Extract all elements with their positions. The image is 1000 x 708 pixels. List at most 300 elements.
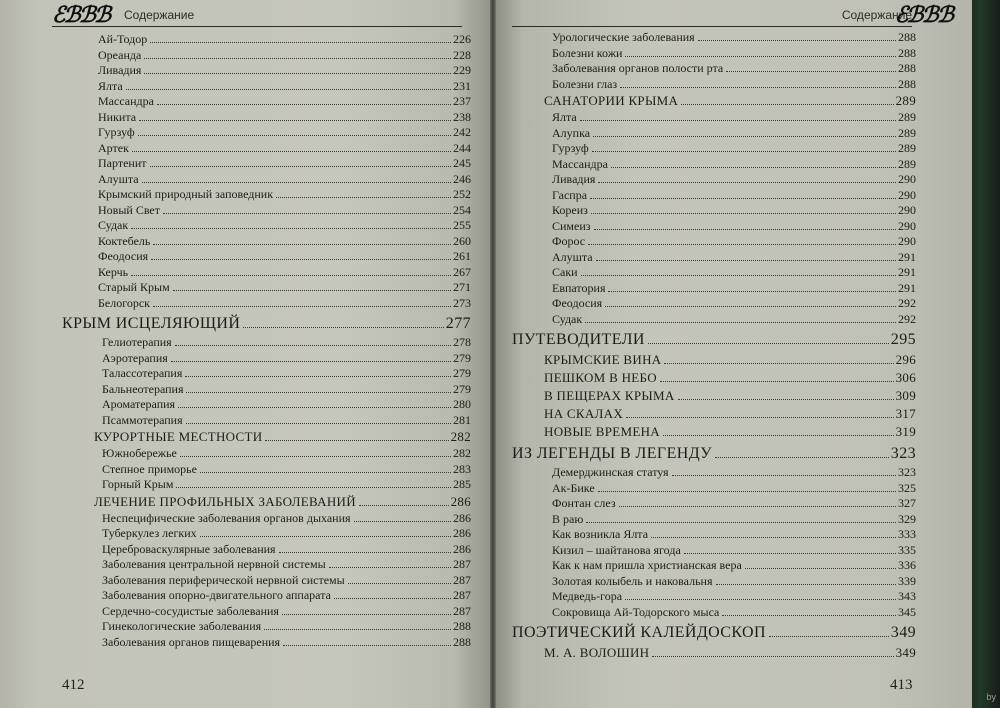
- dot-leader: [769, 636, 889, 637]
- dot-leader: [276, 197, 451, 198]
- dot-leader: [153, 306, 451, 307]
- toc-entry: [62, 619, 471, 635]
- toc-entry-page: 291: [898, 280, 916, 295]
- toc-entry-page: 261: [453, 249, 471, 263]
- toc-entry-title: ПОЭТИЧЕСКИЙ КАЛЕЙДОСКОП: [512, 624, 766, 641]
- toc-entry-page: 260: [453, 233, 471, 248]
- toc-entry: [62, 351, 471, 367]
- toc-entry-page: 327: [898, 496, 916, 510]
- toc-entry-title: Сердечно-сосудистые заболевания: [102, 603, 279, 618]
- toc-entry: [62, 526, 471, 542]
- toc-entry-title: Артек: [98, 140, 129, 155]
- toc-entry-title: Кореиз: [552, 203, 588, 217]
- toc-entry-title: Заболевания центральной нервной системы: [102, 557, 326, 571]
- dot-leader: [619, 506, 896, 507]
- dot-leader: [144, 73, 451, 74]
- toc-entry-title: НОВЫЕ ВРЕМЕНА: [544, 424, 660, 439]
- dot-leader: [715, 457, 889, 458]
- dot-leader: [186, 392, 451, 393]
- toc-entry-title: Болезни глаз: [552, 76, 618, 91]
- dot-leader: [171, 361, 451, 362]
- toc-entry-title: Аэротерапия: [102, 350, 168, 365]
- dot-leader: [144, 58, 451, 59]
- toc-entry-page: 290: [898, 203, 916, 217]
- watermark: by: [986, 692, 996, 702]
- toc-entry: [512, 527, 916, 543]
- dot-leader: [132, 151, 451, 152]
- dot-leader: [605, 306, 896, 307]
- toc-entry-page: 281: [453, 412, 471, 427]
- toc-entry-title: Заболевания органов полости рта: [552, 61, 724, 75]
- toc-entry-title: Заболевания опорно-двигательного аппарата: [102, 588, 331, 602]
- toc-entry-title: Новый Свет: [98, 202, 160, 217]
- dot-leader: [180, 456, 451, 457]
- toc-entry-page: 255: [453, 218, 471, 232]
- toc-entry-title: Никита: [98, 109, 137, 124]
- toc-entry: [62, 428, 471, 446]
- toc-entry-title: Крымский природный заповедник: [98, 187, 274, 201]
- dot-leader: [598, 491, 896, 492]
- dot-leader: [591, 213, 896, 214]
- toc-entry-page: 306: [895, 370, 916, 385]
- toc-entry: [62, 156, 471, 172]
- toc-entry-title: Партенит: [98, 156, 147, 170]
- toc-entry-page: 289: [898, 110, 916, 124]
- toc-entry-page: 325: [898, 480, 916, 495]
- toc-entry-page: 349: [895, 645, 916, 660]
- toc-entry-title: Массандра: [552, 156, 608, 171]
- dot-leader: [684, 553, 896, 554]
- right-header-title: Содержание: [841, 8, 912, 22]
- toc-entry: [62, 557, 471, 573]
- toc-entry-page: 282: [450, 429, 471, 444]
- toc-entry-title: ЛЕЧЕНИЕ ПРОФИЛЬНЫХ ЗАБОЛЕВАНИЙ: [94, 493, 356, 509]
- toc-entry: [512, 605, 916, 621]
- toc-entry-title: Алушта: [98, 171, 139, 186]
- dot-leader: [580, 120, 896, 121]
- dot-leader: [131, 228, 451, 229]
- toc-entry-page: 267: [453, 264, 471, 279]
- toc-entry: [512, 369, 916, 387]
- dot-leader: [716, 584, 897, 585]
- toc-entry-title: Феодосия: [98, 249, 149, 263]
- left-header-title: Содержание: [124, 8, 195, 22]
- toc-entry-page: 289: [898, 125, 916, 140]
- toc-entry: [62, 493, 471, 511]
- toc-entry: [62, 265, 471, 281]
- dot-leader: [200, 472, 451, 473]
- toc-entry: [512, 405, 916, 423]
- dot-leader: [151, 259, 451, 260]
- toc-entry: [512, 543, 916, 559]
- toc-entry-page: 279: [453, 366, 471, 380]
- toc-entry-title: ИЗ ЛЕГЕНДЫ В ЛЕГЕНДУ: [512, 445, 712, 462]
- toc-entry: [62, 280, 471, 296]
- toc-entry-page: 287: [453, 588, 471, 602]
- dot-leader: [588, 244, 896, 245]
- dot-leader: [698, 40, 896, 41]
- ornament-logo-icon: ℰℬℬℬ: [894, 2, 952, 27]
- toc-entry-title: Феодосия: [552, 296, 603, 310]
- toc-entry-title: Судак: [98, 218, 129, 232]
- toc-entry-page: 244: [453, 140, 471, 155]
- toc-entry: [512, 281, 916, 297]
- toc-entry-page: 295: [890, 331, 916, 348]
- toc-entry-page: 291: [898, 249, 916, 264]
- toc-entry-title: Неспецифические заболевания органов дыхания: [102, 510, 351, 525]
- dot-leader: [139, 120, 451, 121]
- toc-entry-page: 329: [898, 511, 916, 526]
- toc-entry: [512, 30, 916, 46]
- dot-leader: [593, 136, 896, 137]
- toc-entry-title: Симеиз: [552, 218, 591, 233]
- dot-leader: [150, 42, 451, 43]
- dot-leader: [265, 440, 448, 441]
- toc-entry-title: Как к нам пришла христианская вера: [552, 558, 742, 572]
- toc-entry-page: 228: [453, 47, 471, 62]
- dot-leader: [626, 417, 894, 418]
- dot-leader: [186, 423, 451, 424]
- toc-entry-title: Урологические заболевания: [552, 30, 695, 44]
- toc-entry: [62, 413, 471, 429]
- toc-entry-title: Туберкулез легких: [102, 526, 197, 540]
- toc-entry: [512, 234, 916, 250]
- toc-entry-page: 287: [453, 603, 471, 618]
- book-gutter: [490, 0, 496, 708]
- toc-entry: [512, 443, 916, 465]
- toc-entry: [512, 351, 916, 369]
- toc-entry-page: 290: [898, 218, 916, 233]
- toc-entry-page: 254: [453, 202, 471, 217]
- toc-entry-title: Кизил – шайтанова ягода: [552, 542, 681, 557]
- toc-entry-title: В ПЕЩЕРАХ КРЫМА: [544, 388, 675, 403]
- toc-entry: [512, 512, 916, 528]
- toc-entry: [62, 48, 471, 64]
- toc-entry-title: Судак: [552, 311, 583, 326]
- dot-leader: [173, 290, 451, 291]
- toc-entry-page: 282: [453, 446, 471, 460]
- toc-entry: [512, 481, 916, 497]
- toc-entry: [512, 387, 916, 405]
- toc-entry-title: Гаспра: [552, 187, 588, 202]
- dot-leader: [681, 104, 893, 105]
- dot-leader: [664, 363, 893, 364]
- dot-leader: [175, 345, 451, 346]
- dot-leader: [185, 376, 451, 377]
- dot-leader: [329, 567, 451, 568]
- toc-entry-page: 296: [895, 352, 916, 367]
- dot-leader: [648, 343, 889, 344]
- dot-leader: [581, 275, 896, 276]
- toc-entry-page: 292: [898, 311, 916, 326]
- toc-entry: [512, 46, 916, 62]
- toc-entry: [512, 203, 916, 219]
- toc-entry-page: 283: [453, 461, 471, 476]
- toc-entry: [62, 573, 471, 589]
- dot-leader: [279, 552, 451, 553]
- dot-leader: [585, 322, 896, 323]
- toc-entry: [62, 335, 471, 351]
- toc-entry: [62, 397, 471, 413]
- toc-entry-page: 271: [453, 280, 471, 294]
- toc-entry: [62, 110, 471, 126]
- toc-entry: [512, 622, 916, 644]
- book-cover-edge: [972, 0, 1000, 708]
- toc-entry-title: Горный Крым: [102, 477, 174, 491]
- toc-entry: [62, 63, 471, 79]
- toc-entry-title: Ялта: [552, 110, 577, 124]
- toc-entry-title: Ореанда: [98, 47, 142, 62]
- toc-entry-page: 279: [453, 381, 471, 396]
- toc-entry-title: В раю: [552, 511, 584, 526]
- toc-entry: [512, 558, 916, 574]
- toc-entry-title: Алупка: [552, 125, 591, 140]
- toc-entry: [62, 635, 471, 651]
- toc-entry: [512, 157, 916, 173]
- toc-entry-title: Керчь: [98, 264, 129, 279]
- toc-entry-title: Заболевания органов пищеварения: [102, 634, 281, 649]
- toc-entry-page: 285: [453, 477, 471, 491]
- right-header: [512, 2, 952, 27]
- toc-entry: [62, 313, 471, 335]
- toc-entry-title: Массандра: [98, 94, 154, 108]
- toc-entry: [512, 329, 916, 351]
- dot-leader: [163, 213, 451, 214]
- toc-entry-page: 231: [453, 78, 471, 93]
- toc-entry: [512, 77, 916, 93]
- dot-leader: [157, 104, 451, 105]
- toc-entry-title: Ливадия: [552, 172, 596, 186]
- dot-leader: [153, 244, 451, 245]
- toc-entry: [512, 219, 916, 235]
- ornament-logo-icon: ℰℬℬℬ: [52, 2, 110, 27]
- toc-entry-page: 288: [898, 30, 916, 44]
- toc-entry: [512, 589, 916, 605]
- toc-entry: [512, 188, 916, 204]
- toc-entry-page: 238: [453, 109, 471, 124]
- toc-entry-page: 242: [453, 125, 471, 139]
- dot-leader: [660, 381, 894, 382]
- toc-entry-page: 288: [898, 76, 916, 91]
- toc-entry-page: 349: [890, 624, 916, 641]
- toc-entry-page: 290: [898, 234, 916, 248]
- toc-entry-page: 287: [453, 572, 471, 587]
- toc-entry-page: 335: [898, 542, 916, 557]
- dot-leader: [142, 182, 451, 183]
- toc-entry-title: КУРОРТНЫЕ МЕСТНОСТИ: [94, 429, 263, 444]
- toc-entry: [512, 496, 916, 512]
- toc-entry: [62, 141, 471, 157]
- left-header: [52, 2, 462, 27]
- dot-leader: [131, 275, 451, 276]
- dot-leader: [608, 291, 896, 292]
- toc-entry-title: НА СКАЛАХ: [544, 406, 624, 421]
- dot-leader: [283, 645, 451, 646]
- toc-entry-title: Ак-Бике: [552, 480, 595, 495]
- toc-entry: [62, 604, 471, 620]
- toc-entry-title: Гинекологические заболевания: [102, 619, 262, 633]
- toc-entry: [512, 296, 916, 312]
- left-toc-list: [62, 32, 471, 650]
- dot-leader: [178, 407, 451, 408]
- right-page-number: 413: [890, 677, 913, 693]
- toc-entry: [62, 542, 471, 558]
- toc-entry-title: Коктебель: [98, 233, 151, 248]
- dot-leader: [150, 166, 452, 167]
- toc-entry-page: 245: [453, 156, 471, 170]
- toc-entry-title: КРЫМ ИСЦЕЛЯЮЩИЙ: [62, 315, 241, 332]
- toc-entry-title: Заболевания периферической нервной системы: [102, 572, 345, 587]
- toc-entry-page: 289: [898, 156, 916, 171]
- toc-entry-page: 286: [453, 526, 471, 540]
- toc-entry-page: 290: [898, 172, 916, 186]
- toc-entry-page: 252: [453, 187, 471, 201]
- toc-entry-page: 229: [453, 63, 471, 77]
- toc-entry: [512, 126, 916, 142]
- toc-entry-page: 339: [898, 573, 916, 588]
- toc-entry-page: 286: [453, 510, 471, 525]
- toc-entry-title: Талассотерапия: [102, 366, 183, 380]
- toc-entry: [512, 265, 916, 281]
- toc-entry-title: Форос: [552, 234, 586, 248]
- toc-entry: [62, 125, 471, 141]
- dot-leader: [598, 182, 896, 183]
- toc-entry-title: Евпатория: [552, 280, 606, 295]
- toc-entry-page: 278: [453, 335, 471, 349]
- toc-entry-title: КРЫМСКИЕ ВИНА: [544, 352, 662, 367]
- toc-entry-title: Южнобережье: [102, 446, 177, 460]
- toc-entry-page: 290: [898, 187, 916, 202]
- dot-leader: [726, 71, 896, 72]
- dot-leader: [359, 505, 449, 506]
- toc-entry-title: Фонтан слез: [552, 496, 616, 510]
- toc-entry-title: Саки: [552, 265, 578, 279]
- toc-entry-title: Демерджинская статуя: [552, 465, 669, 479]
- toc-entry-page: 292: [898, 296, 916, 310]
- toc-entry-page: 289: [895, 93, 916, 108]
- dot-leader: [722, 615, 896, 616]
- toc-entry: [62, 249, 471, 265]
- dot-leader: [243, 327, 443, 328]
- toc-entry-title: Золотая колыбель и наковальня: [552, 573, 713, 588]
- toc-entry-page: 288: [453, 619, 471, 633]
- toc-entry: [62, 172, 471, 188]
- dot-leader: [594, 229, 896, 230]
- toc-entry: [62, 511, 471, 527]
- dot-leader: [652, 656, 893, 657]
- toc-entry: [62, 234, 471, 250]
- toc-entry: [512, 172, 916, 188]
- toc-entry-page: 279: [453, 350, 471, 365]
- toc-entry-title: Старый Крым: [98, 280, 170, 294]
- toc-entry: [512, 312, 916, 328]
- dot-leader: [611, 167, 896, 168]
- dot-leader: [672, 475, 896, 476]
- toc-entry: [512, 574, 916, 590]
- dot-leader: [651, 537, 896, 538]
- dot-leader: [625, 56, 896, 57]
- toc-entry-title: Алушта: [552, 249, 593, 264]
- toc-entry: [62, 79, 471, 95]
- toc-entry: [62, 94, 471, 110]
- toc-entry-title: Псаммотерапия: [102, 412, 183, 427]
- toc-entry-page: 226: [453, 32, 471, 46]
- toc-entry-page: 246: [453, 171, 471, 186]
- toc-entry: [512, 250, 916, 266]
- dot-leader: [586, 522, 896, 523]
- toc-entry: [62, 382, 471, 398]
- toc-entry-title: Сокровища Ай-Тодорского мыса: [552, 604, 720, 619]
- dot-leader: [745, 568, 896, 569]
- dot-leader: [264, 629, 451, 630]
- dot-leader: [138, 135, 451, 136]
- dot-leader: [200, 536, 451, 537]
- toc-entry: [512, 465, 916, 481]
- toc-entry-title: Бальнеотерапия: [102, 381, 184, 396]
- toc-entry-page: 323: [890, 445, 916, 462]
- toc-entry: [512, 141, 916, 157]
- toc-entry-page: 286: [453, 541, 471, 556]
- toc-entry-page: 287: [453, 557, 471, 571]
- dot-leader: [354, 521, 451, 522]
- dot-leader: [348, 583, 451, 584]
- toc-entry-page: 336: [898, 558, 916, 572]
- dot-leader: [176, 487, 451, 488]
- right-toc-list: [512, 30, 916, 662]
- dot-leader: [334, 598, 451, 599]
- toc-entry-page: 317: [895, 406, 916, 421]
- left-page-number: 412: [62, 677, 85, 693]
- dot-leader: [625, 599, 896, 600]
- toc-entry-page: 288: [898, 61, 916, 75]
- toc-entry: [62, 187, 471, 203]
- toc-entry: [512, 61, 916, 77]
- toc-entry-title: Ай-Тодор: [98, 32, 148, 46]
- dot-leader: [678, 399, 894, 400]
- toc-entry-page: 288: [898, 45, 916, 60]
- toc-entry-page: 343: [898, 589, 916, 603]
- toc-entry-title: Ялта: [98, 78, 123, 93]
- toc-entry-page: 273: [453, 295, 471, 310]
- toc-entry-title: ПУТЕВОДИТЕЛИ: [512, 331, 645, 348]
- toc-entry-title: Гурзуф: [98, 125, 135, 139]
- toc-entry: [512, 423, 916, 441]
- toc-entry-page: 288: [453, 634, 471, 649]
- toc-entry-page: 289: [898, 141, 916, 155]
- toc-entry-title: Цереброваскулярные заболевания: [102, 541, 276, 556]
- toc-entry-page: 237: [453, 94, 471, 108]
- dot-leader: [592, 151, 896, 152]
- dot-leader: [282, 614, 451, 615]
- toc-entry-page: 333: [898, 527, 916, 541]
- toc-entry-title: САНАТОРИИ КРЫМА: [544, 93, 679, 108]
- dot-leader: [620, 87, 896, 88]
- toc-entry: [62, 446, 471, 462]
- dot-leader: [596, 260, 896, 261]
- toc-entry: [512, 644, 916, 662]
- toc-entry: [512, 110, 916, 126]
- toc-entry-page: 323: [898, 465, 916, 479]
- dot-leader: [590, 198, 896, 199]
- toc-entry: [62, 477, 471, 493]
- toc-entry-page: 309: [895, 388, 916, 403]
- toc-entry: [512, 92, 916, 110]
- toc-entry-title: Гелиотерапия: [102, 335, 172, 349]
- toc-entry: [62, 296, 471, 312]
- toc-entry-title: Ароматерапия: [102, 397, 176, 411]
- toc-entry-title: Болезни кожи: [552, 45, 623, 60]
- dot-leader: [663, 435, 894, 436]
